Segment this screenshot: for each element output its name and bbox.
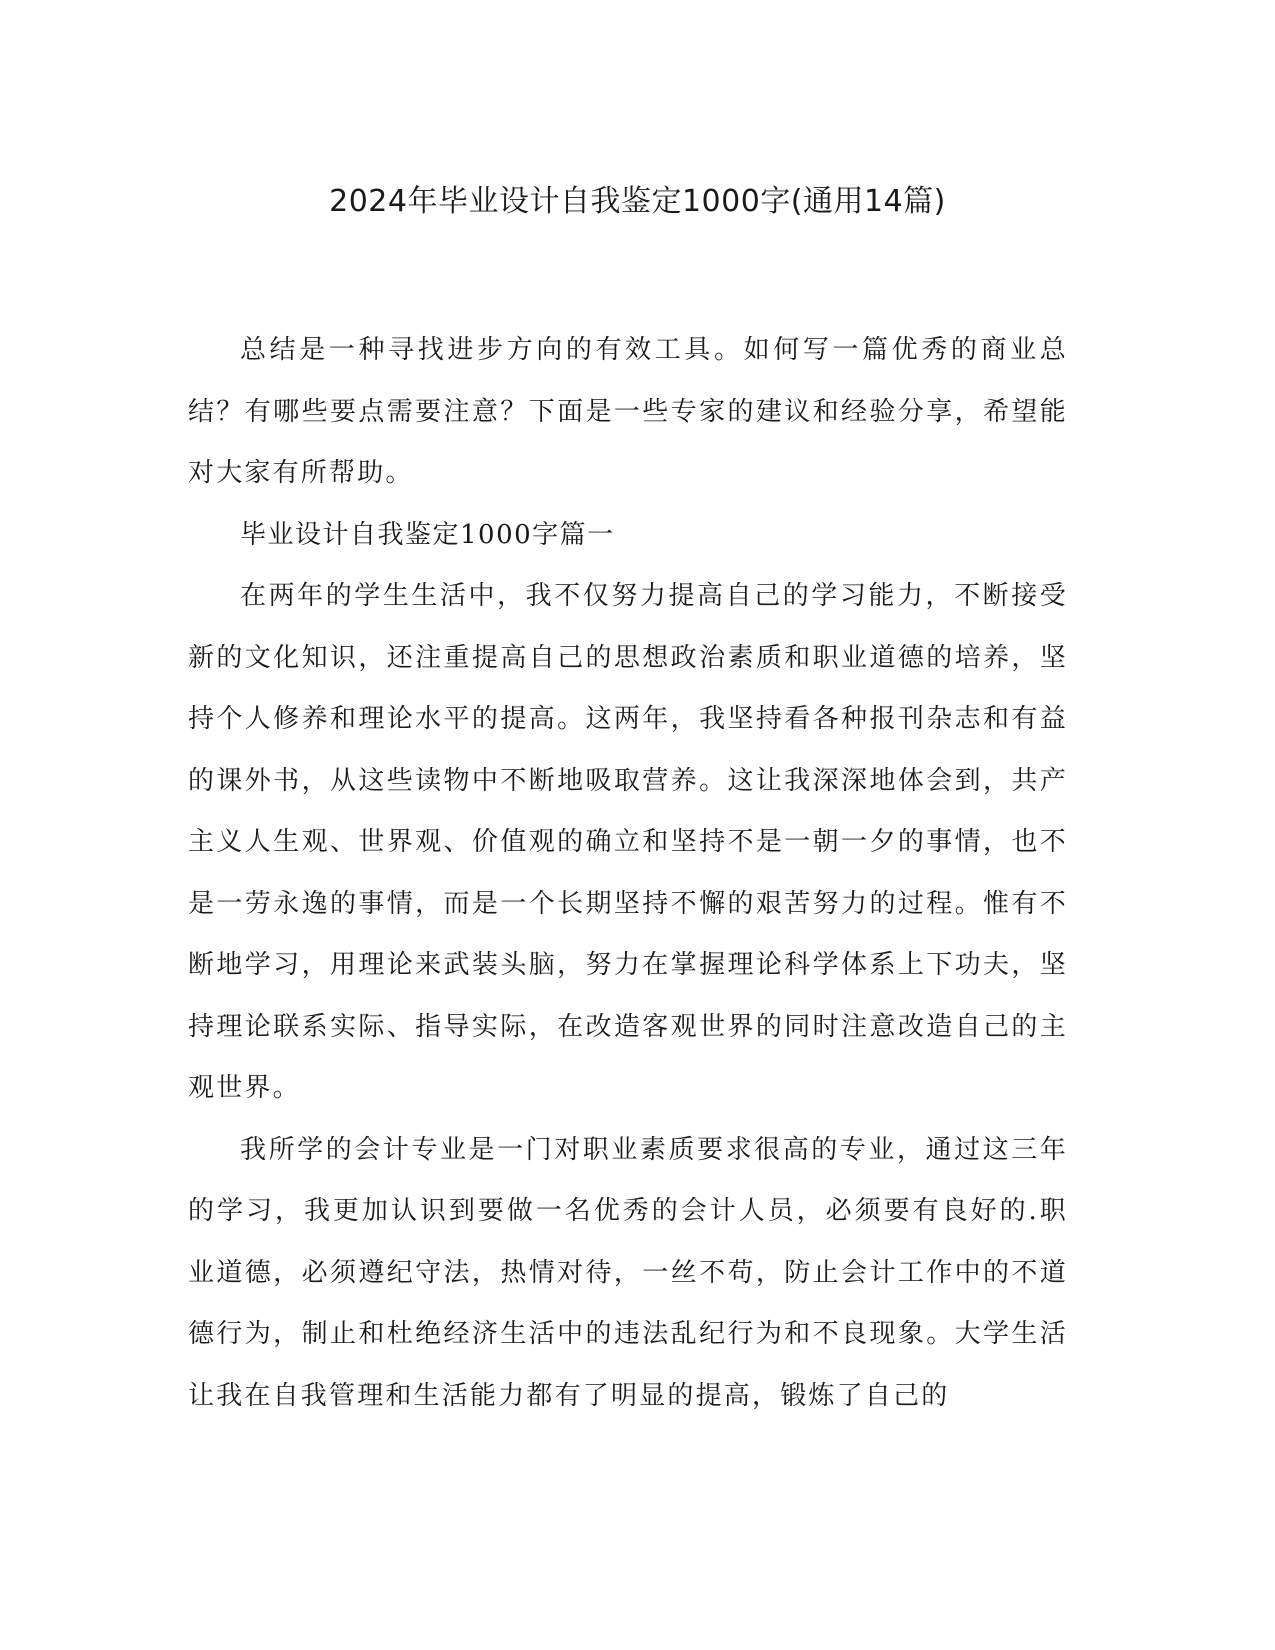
body-paragraph-1: 在两年的学生生活中，我不仅努力提高自己的学习能力，不断接受新的文化知识，还注重提高自己的思想政治素质和职业道德的培养，坚持个人修养和理论水平的提高。这两年，我坚持看各种报刊杂志和有益的课外书，从这些读物中不断地吸取营养。这让我深深地体会到，共产主义人生观、世界观、价值观的确立和坚持不是一朝一夕的事情，也不是一劳永逸的事情，而是一个长期坚持不懈的艰苦努力的过程。惟有不断地学习，用理论来武装头脑，努力在掌握理论科学体系上下功夫，坚持理论联系实际、指导实际，在改造客观世界的同时注意改造自己的主观世界。 [188, 581, 1068, 1103]
document-body [188, 320, 1068, 1427]
intro-paragraph: 总结是一种寻找进步方向的有效工具。如何写一篇优秀的商业总结？有哪些要点需要注意？下面是一些专家的建议和经验分享，希望能对大家有所帮助。 [188, 335, 1068, 488]
body-paragraph-2: 我所学的会计专业是一门对职业素质要求很高的专业，通过这三年的学习，我更加认识到要做一名优秀的会计人员，必须要有良好的.职业道德，必须遵纪守法，热情对待，一丝不苟，防止会计工作中的不道德行为，制止和杜绝经济生活中的违法乱纪行为和不良现象。大学生活让我在自我管理和生活能力都有了明显的提高，锻炼了自己的 [188, 1134, 1068, 1411]
document-title: 2024年毕业设计自我鉴定1000字(通用14篇) [329, 184, 946, 219]
section-heading: 毕业设计自我鉴定1000字篇一 [240, 519, 615, 550]
